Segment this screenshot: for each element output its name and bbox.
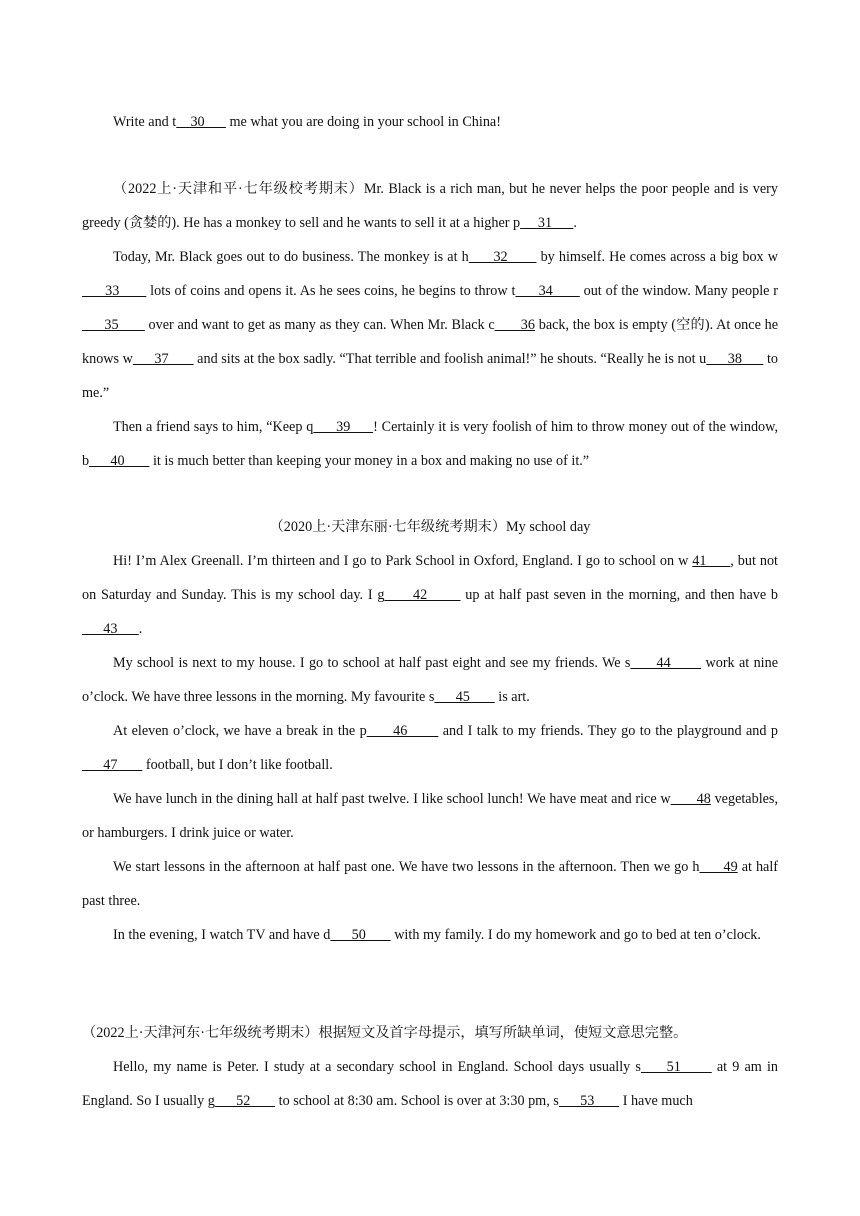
text-run: up at half past seven in the morning, and then have b	[460, 587, 779, 603]
text-run: ! Certainly it is very foolish of him to throw money out of the window, b	[82, 419, 778, 469]
paragraph	[82, 1050, 778, 1118]
text-run: is art.	[494, 689, 530, 705]
text-run: （2022上·天津和平·七年级校考期末）Mr. Black is a rich man, but he never helps the poor people and is very greedy (贪婪的). He has a monkey to sell and he wants to sell it at a higher p	[82, 181, 778, 231]
answer-blank[interactable]: 43	[82, 621, 139, 637]
text-run: lots of coins and opens it. As he sees coins, he begins to throw t	[146, 283, 516, 299]
answer-blank[interactable]: 48	[670, 791, 711, 807]
text-run: and sits at the box sadly. “That terrible and foolish animal!” he shouts. “Really he is not u	[193, 351, 707, 367]
text-run: it is much better than keeping your money in a box and making no use of it.”	[149, 453, 590, 469]
text-run: （2020上·天津东丽·七年级统考期末）My school day	[269, 519, 591, 535]
text-run: We start lessons in the afternoon at half past one. We have two lessons in the afternoon. Then we go h	[113, 859, 700, 875]
paragraph	[82, 918, 778, 952]
text-run: Hi! I’m Alex Greenall. I’m thirteen and I go to Park School in Oxford, England. I go to school on w	[113, 553, 693, 569]
text-run: to school at 8:30 am. School is over at 3:30 pm, s	[275, 1093, 559, 1109]
text-run: vegetables, or hamburgers. I drink juice or water.	[82, 791, 779, 841]
text-run: back, the box is empty (空的). At once he knows w	[82, 317, 778, 367]
text-run: .	[138, 621, 143, 637]
text-run: by himself. He comes across a big box w	[536, 249, 778, 265]
answer-blank[interactable]: 46	[366, 723, 439, 739]
text-run: work at nine o’clock. We have three lessons in the morning. My favourite s	[82, 655, 779, 705]
answer-blank[interactable]: 50	[330, 927, 391, 943]
passage-2	[82, 172, 778, 478]
paragraph	[82, 646, 778, 714]
passage-1	[82, 105, 778, 139]
answer-blank[interactable]: 47	[82, 757, 143, 773]
text-run: me what you are doing in your school in China!	[225, 114, 501, 130]
paragraph	[82, 1016, 778, 1050]
passage-3	[82, 510, 778, 952]
text-run: In the evening, I watch TV and have d	[113, 927, 331, 943]
answer-blank[interactable]: 33	[82, 283, 147, 299]
text-run: at half past three.	[82, 859, 779, 909]
text-run: Then a friend says to him, “Keep q	[113, 419, 314, 435]
text-run: （2022上·天津河东·七年级统考期末）根据短文及首字母提示，填写所缺单词，使短文意思完整。	[82, 1025, 688, 1041]
text-run: with my family. I do my homework and go to bed at ten o’clock.	[390, 927, 761, 943]
answer-blank[interactable]: 37	[132, 351, 194, 367]
text-run: to me.”	[82, 351, 779, 401]
answer-blank[interactable]: 32	[468, 249, 537, 265]
answer-blank[interactable]: 34	[515, 283, 580, 299]
answer-blank[interactable]: 38	[706, 351, 764, 367]
paragraph	[82, 172, 778, 240]
answer-blank[interactable]: 39	[313, 419, 374, 435]
passage-4	[82, 1016, 778, 1118]
text-run: Hello, my name is Peter. I study at a secondary school in England. School days usually s	[113, 1059, 641, 1075]
answer-blank[interactable]: 45	[434, 689, 495, 705]
answer-blank[interactable]: 52	[214, 1093, 276, 1109]
text-run: and I talk to my friends. They go to the playground and p	[438, 723, 779, 739]
paragraph	[82, 410, 778, 478]
text-run: My school is next to my house. I go to school at half past eight and see my friends. We s	[113, 655, 631, 671]
text-run: out of the window. Many people r	[579, 283, 779, 299]
paragraph	[82, 850, 778, 918]
text-run: We have lunch in the dining hall at half past twelve. I like school lunch! We have meat and rice w	[113, 791, 671, 807]
text-run: football, but I don’t like football.	[142, 757, 333, 773]
answer-blank[interactable]: 36	[494, 317, 535, 333]
answer-blank[interactable]: 49	[699, 859, 738, 875]
answer-blank[interactable]: 51	[640, 1059, 712, 1075]
text-run: at 9 am in England. So I usually g	[82, 1059, 779, 1109]
answer-blank[interactable]: 40	[89, 453, 150, 469]
answer-blank[interactable]: 30	[176, 114, 226, 130]
text-run: .	[573, 215, 577, 231]
paragraph	[82, 105, 778, 139]
passage-heading	[82, 510, 778, 544]
paragraph	[82, 544, 778, 646]
paragraph	[82, 240, 778, 410]
answer-blank[interactable]: 53	[558, 1093, 620, 1109]
paragraph	[82, 782, 778, 850]
text-run: , but not on Saturday and Sunday. This is my school day. I g	[82, 553, 778, 603]
text-run: I have much	[619, 1093, 693, 1109]
answer-blank[interactable]: 41	[692, 553, 731, 569]
text-run: over and want to get as many as they can. When Mr. Black c	[144, 317, 495, 333]
answer-blank[interactable]: 44	[630, 655, 702, 671]
answer-blank[interactable]: 35	[82, 317, 145, 333]
text-run: Write and t	[113, 114, 177, 130]
text-run: At eleven o’clock, we have a break in the p	[113, 723, 367, 739]
paragraph	[82, 714, 778, 782]
answer-blank[interactable]: 42	[384, 587, 461, 603]
text-run: Today, Mr. Black goes out to do business. The monkey is at h	[113, 249, 469, 265]
answer-blank[interactable]: 31	[520, 215, 574, 231]
